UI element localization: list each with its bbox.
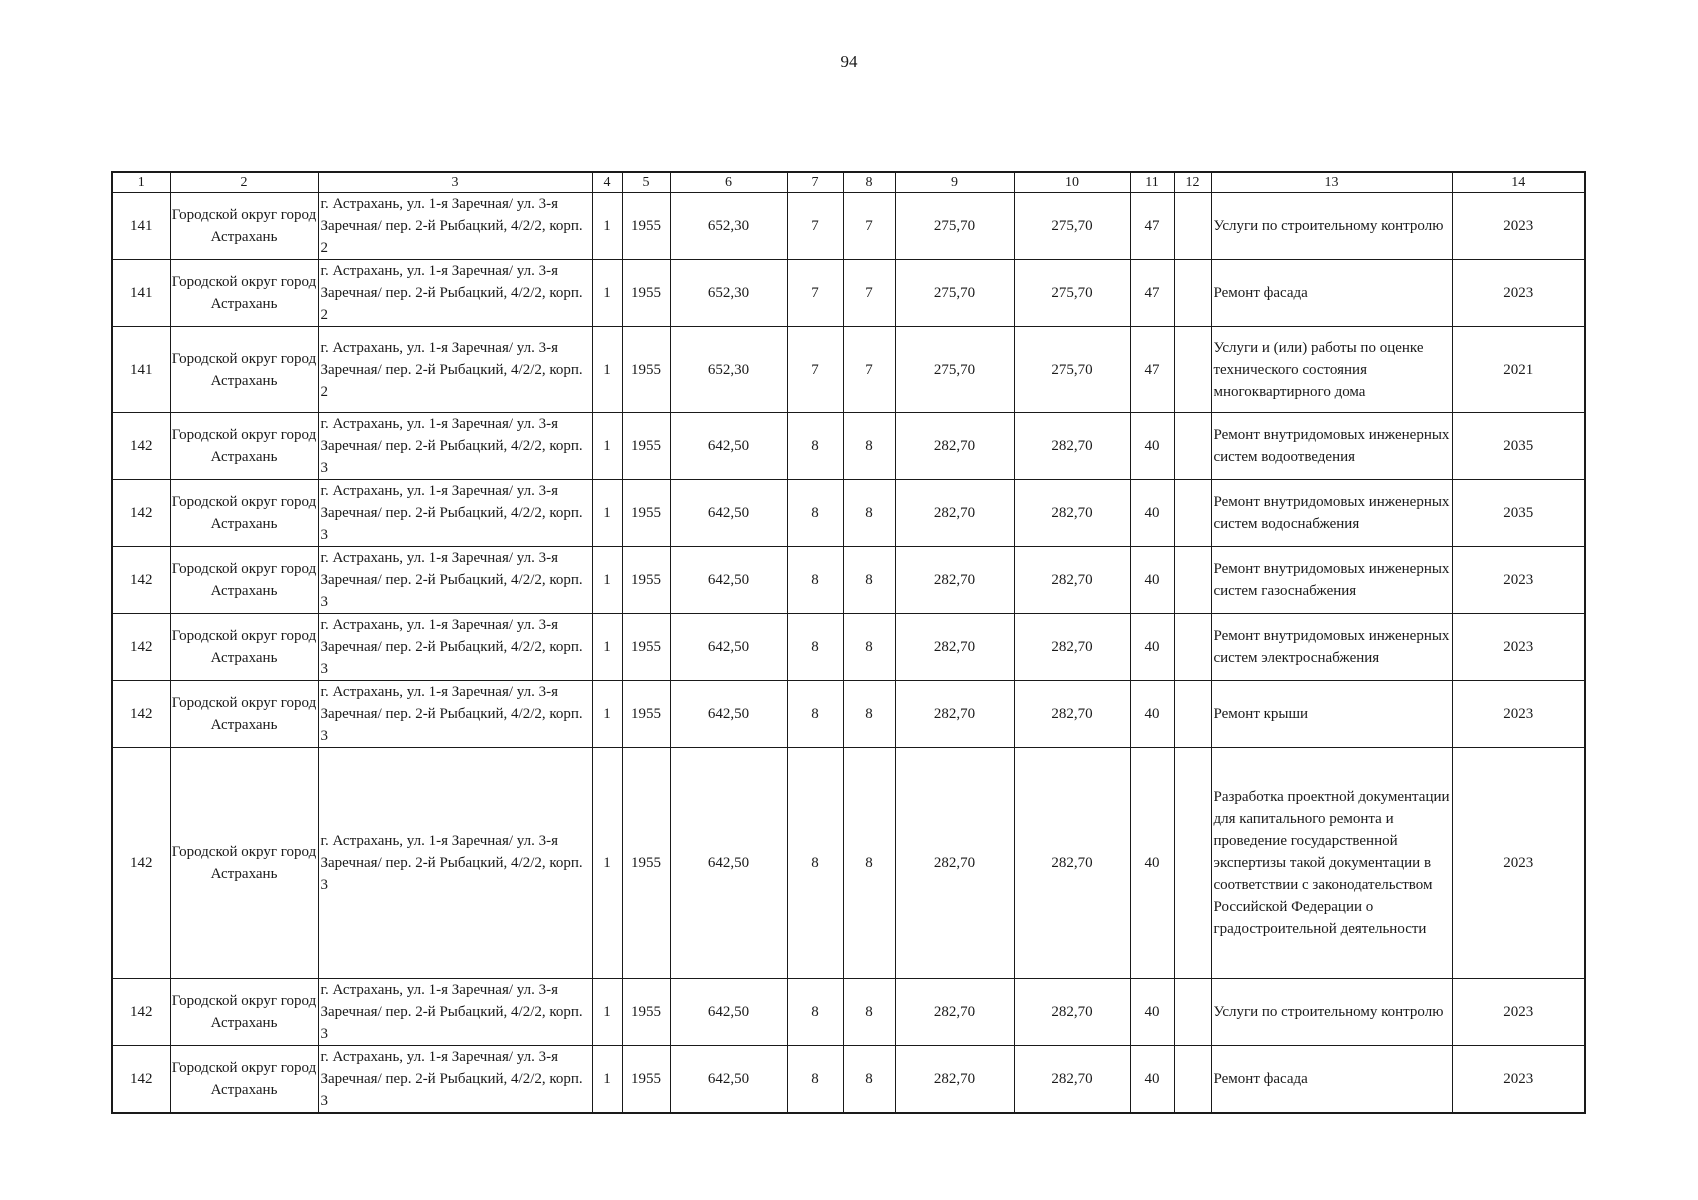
- municipality-cell: Городской округ город Астрахань: [170, 614, 318, 681]
- row-number: 141: [112, 193, 170, 260]
- year-cell: 1955: [622, 327, 670, 413]
- period-cell: 2023: [1452, 614, 1585, 681]
- column-11-cell: 47: [1130, 193, 1174, 260]
- column-7-cell: 8: [787, 480, 843, 547]
- area-cell: 642,50: [670, 614, 787, 681]
- address-cell: г. Астрахань, ул. 1-я Заречная/ ул. 3-я Заречная/ пер. 2-й Рыбацкий, 4/2/2, корп. 3: [318, 480, 592, 547]
- year-cell: 1955: [622, 979, 670, 1046]
- column-9-cell: 275,70: [895, 260, 1014, 327]
- column-4-cell: 1: [592, 327, 622, 413]
- column-12-cell: [1174, 260, 1211, 327]
- address-cell: г. Астрахань, ул. 1-я Заречная/ ул. 3-я Заречная/ пер. 2-й Рыбацкий, 4/2/2, корп. 3: [318, 614, 592, 681]
- municipality-cell: Городской округ город Астрахань: [170, 547, 318, 614]
- column-12-cell: [1174, 979, 1211, 1046]
- table-row: [112, 979, 1585, 1046]
- municipality-cell: Городской округ город Астрахань: [170, 681, 318, 748]
- column-10-cell: 282,70: [1014, 547, 1130, 614]
- work-type-cell: Ремонт крыши: [1211, 681, 1452, 748]
- year-cell: 1955: [622, 748, 670, 979]
- column-9-cell: 282,70: [895, 681, 1014, 748]
- column-7-cell: 7: [787, 260, 843, 327]
- municipality-cell: Городской округ город Астрахань: [170, 480, 318, 547]
- column-9-cell: 282,70: [895, 547, 1014, 614]
- table-body: [112, 193, 1585, 1114]
- column-11-cell: 40: [1130, 681, 1174, 748]
- address-cell: г. Астрахань, ул. 1-я Заречная/ ул. 3-я Заречная/ пер. 2-й Рыбацкий, 4/2/2, корп. 3: [318, 979, 592, 1046]
- column-11-cell: 47: [1130, 260, 1174, 327]
- row-number: 141: [112, 260, 170, 327]
- column-header: 13: [1211, 172, 1452, 193]
- row-number: 142: [112, 1046, 170, 1114]
- column-9-cell: 282,70: [895, 413, 1014, 480]
- row-number: 142: [112, 413, 170, 480]
- column-9-cell: 282,70: [895, 614, 1014, 681]
- work-type-cell: Ремонт фасада: [1211, 260, 1452, 327]
- column-10-cell: 282,70: [1014, 480, 1130, 547]
- column-8-cell: 8: [843, 413, 895, 480]
- address-cell: г. Астрахань, ул. 1-я Заречная/ ул. 3-я Заречная/ пер. 2-й Рыбацкий, 4/2/2, корп. 2: [318, 193, 592, 260]
- column-4-cell: 1: [592, 193, 622, 260]
- column-10-cell: 282,70: [1014, 1046, 1130, 1114]
- column-7-cell: 8: [787, 979, 843, 1046]
- header-row: [112, 172, 1585, 193]
- area-cell: 642,50: [670, 681, 787, 748]
- row-number: 142: [112, 748, 170, 979]
- column-12-cell: [1174, 413, 1211, 480]
- column-10-cell: 275,70: [1014, 260, 1130, 327]
- column-12-cell: [1174, 327, 1211, 413]
- area-cell: 642,50: [670, 748, 787, 979]
- row-number: 142: [112, 681, 170, 748]
- address-cell: г. Астрахань, ул. 1-я Заречная/ ул. 3-я Заречная/ пер. 2-й Рыбацкий, 4/2/2, корп. 3: [318, 748, 592, 979]
- column-10-cell: 275,70: [1014, 193, 1130, 260]
- year-cell: 1955: [622, 480, 670, 547]
- column-8-cell: 7: [843, 327, 895, 413]
- row-number: 142: [112, 480, 170, 547]
- period-cell: 2023: [1452, 979, 1585, 1046]
- column-header: 10: [1014, 172, 1130, 193]
- table-row: [112, 193, 1585, 260]
- address-cell: г. Астрахань, ул. 1-я Заречная/ ул. 3-я Заречная/ пер. 2-й Рыбацкий, 4/2/2, корп. 2: [318, 260, 592, 327]
- table-row: [112, 480, 1585, 547]
- period-cell: 2035: [1452, 413, 1585, 480]
- area-cell: 642,50: [670, 480, 787, 547]
- municipality-cell: Городской округ город Астрахань: [170, 327, 318, 413]
- column-10-cell: 282,70: [1014, 413, 1130, 480]
- row-number: 142: [112, 979, 170, 1046]
- column-8-cell: 8: [843, 480, 895, 547]
- period-cell: 2021: [1452, 327, 1585, 413]
- column-header: 6: [670, 172, 787, 193]
- column-11-cell: 47: [1130, 327, 1174, 413]
- column-10-cell: 282,70: [1014, 614, 1130, 681]
- column-header: 4: [592, 172, 622, 193]
- column-header: 3: [318, 172, 592, 193]
- area-cell: 652,30: [670, 193, 787, 260]
- column-12-cell: [1174, 681, 1211, 748]
- address-cell: г. Астрахань, ул. 1-я Заречная/ ул. 3-я Заречная/ пер. 2-й Рыбацкий, 4/2/2, корп. 3: [318, 547, 592, 614]
- table-row: [112, 748, 1585, 979]
- address-cell: г. Астрахань, ул. 1-я Заречная/ ул. 3-я Заречная/ пер. 2-й Рыбацкий, 4/2/2, корп. 2: [318, 327, 592, 413]
- work-type-cell: Ремонт внутридомовых инженерных систем газоснабжения: [1211, 547, 1452, 614]
- column-7-cell: 7: [787, 327, 843, 413]
- row-number: 142: [112, 614, 170, 681]
- table-row: [112, 1046, 1585, 1114]
- column-11-cell: 40: [1130, 547, 1174, 614]
- year-cell: 1955: [622, 1046, 670, 1114]
- column-9-cell: 275,70: [895, 193, 1014, 260]
- column-header: 11: [1130, 172, 1174, 193]
- column-12-cell: [1174, 748, 1211, 979]
- column-7-cell: 7: [787, 193, 843, 260]
- municipality-cell: Городской округ город Астрахань: [170, 748, 318, 979]
- work-type-cell: Разработка проектной документации для капитального ремонта и проведение государственной экспертизы такой документации в соответствии с законодательством Российской Федерации о градостроительной деятельности: [1211, 748, 1452, 979]
- address-cell: г. Астрахань, ул. 1-я Заречная/ ул. 3-я Заречная/ пер. 2-й Рыбацкий, 4/2/2, корп. 3: [318, 1046, 592, 1114]
- table-row: [112, 260, 1585, 327]
- area-cell: 652,30: [670, 327, 787, 413]
- address-cell: г. Астрахань, ул. 1-я Заречная/ ул. 3-я Заречная/ пер. 2-й Рыбацкий, 4/2/2, корп. 3: [318, 681, 592, 748]
- column-7-cell: 8: [787, 547, 843, 614]
- page-number: 94: [840, 52, 858, 71]
- column-10-cell: 282,70: [1014, 681, 1130, 748]
- column-4-cell: 1: [592, 260, 622, 327]
- year-cell: 1955: [622, 614, 670, 681]
- column-10-cell: 282,70: [1014, 979, 1130, 1046]
- period-cell: 2035: [1452, 480, 1585, 547]
- column-9-cell: 275,70: [895, 327, 1014, 413]
- table-row: [112, 547, 1585, 614]
- column-10-cell: 275,70: [1014, 327, 1130, 413]
- column-4-cell: 1: [592, 681, 622, 748]
- work-type-cell: Услуги и (или) работы по оценке технического состояния многоквартирного дома: [1211, 327, 1452, 413]
- table-row: [112, 413, 1585, 480]
- column-11-cell: 40: [1130, 614, 1174, 681]
- column-header: 2: [170, 172, 318, 193]
- column-9-cell: 282,70: [895, 480, 1014, 547]
- column-11-cell: 40: [1130, 1046, 1174, 1114]
- area-cell: 642,50: [670, 413, 787, 480]
- column-9-cell: 282,70: [895, 979, 1014, 1046]
- municipality-cell: Городской округ город Астрахань: [170, 260, 318, 327]
- column-4-cell: 1: [592, 614, 622, 681]
- column-9-cell: 282,70: [895, 748, 1014, 979]
- column-4-cell: 1: [592, 480, 622, 547]
- year-cell: 1955: [622, 193, 670, 260]
- capital-repair-table: [111, 171, 1586, 1114]
- column-8-cell: 8: [843, 547, 895, 614]
- column-header: 1: [112, 172, 170, 193]
- period-cell: 2023: [1452, 260, 1585, 327]
- municipality-cell: Городской округ город Астрахань: [170, 979, 318, 1046]
- table-row: [112, 681, 1585, 748]
- column-11-cell: 40: [1130, 413, 1174, 480]
- column-4-cell: 1: [592, 1046, 622, 1114]
- area-cell: 642,50: [670, 547, 787, 614]
- column-4-cell: 1: [592, 547, 622, 614]
- column-11-cell: 40: [1130, 480, 1174, 547]
- period-cell: 2023: [1452, 681, 1585, 748]
- column-8-cell: 8: [843, 748, 895, 979]
- year-cell: 1955: [622, 547, 670, 614]
- row-number: 142: [112, 547, 170, 614]
- column-4-cell: 1: [592, 979, 622, 1046]
- period-cell: 2023: [1452, 748, 1585, 979]
- column-7-cell: 8: [787, 614, 843, 681]
- area-cell: 642,50: [670, 1046, 787, 1114]
- year-cell: 1955: [622, 681, 670, 748]
- year-cell: 1955: [622, 413, 670, 480]
- year-cell: 1955: [622, 260, 670, 327]
- column-header: 5: [622, 172, 670, 193]
- column-4-cell: 1: [592, 413, 622, 480]
- work-type-cell: Услуги по строительному контролю: [1211, 979, 1452, 1046]
- column-header: 14: [1452, 172, 1585, 193]
- column-7-cell: 8: [787, 413, 843, 480]
- column-header: 9: [895, 172, 1014, 193]
- work-type-cell: Ремонт внутридомовых инженерных систем водоотведения: [1211, 413, 1452, 480]
- column-8-cell: 7: [843, 260, 895, 327]
- column-header: 8: [843, 172, 895, 193]
- address-cell: г. Астрахань, ул. 1-я Заречная/ ул. 3-я Заречная/ пер. 2-й Рыбацкий, 4/2/2, корп. 3: [318, 413, 592, 480]
- column-8-cell: 7: [843, 193, 895, 260]
- column-7-cell: 8: [787, 681, 843, 748]
- column-11-cell: 40: [1130, 979, 1174, 1046]
- column-7-cell: 8: [787, 748, 843, 979]
- municipality-cell: Городской округ город Астрахань: [170, 193, 318, 260]
- column-8-cell: 8: [843, 681, 895, 748]
- column-12-cell: [1174, 193, 1211, 260]
- column-10-cell: 282,70: [1014, 748, 1130, 979]
- column-12-cell: [1174, 480, 1211, 547]
- municipality-cell: Городской округ город Астрахань: [170, 1046, 318, 1114]
- area-cell: 652,30: [670, 260, 787, 327]
- row-number: 141: [112, 327, 170, 413]
- column-11-cell: 40: [1130, 748, 1174, 979]
- column-7-cell: 8: [787, 1046, 843, 1114]
- column-12-cell: [1174, 547, 1211, 614]
- column-9-cell: 282,70: [895, 1046, 1014, 1114]
- column-8-cell: 8: [843, 614, 895, 681]
- work-type-cell: Ремонт фасада: [1211, 1046, 1452, 1114]
- period-cell: 2023: [1452, 193, 1585, 260]
- column-12-cell: [1174, 1046, 1211, 1114]
- table-row: [112, 327, 1585, 413]
- period-cell: 2023: [1452, 547, 1585, 614]
- work-type-cell: Услуги по строительному контролю: [1211, 193, 1452, 260]
- municipality-cell: Городской округ город Астрахань: [170, 413, 318, 480]
- column-8-cell: 8: [843, 1046, 895, 1114]
- column-4-cell: 1: [592, 748, 622, 979]
- column-8-cell: 8: [843, 979, 895, 1046]
- table-row: [112, 614, 1585, 681]
- area-cell: 642,50: [670, 979, 787, 1046]
- period-cell: 2023: [1452, 1046, 1585, 1114]
- column-header: 12: [1174, 172, 1211, 193]
- work-type-cell: Ремонт внутридомовых инженерных систем водоснабжения: [1211, 480, 1452, 547]
- column-header: 7: [787, 172, 843, 193]
- work-type-cell: Ремонт внутридомовых инженерных систем электроснабжения: [1211, 614, 1452, 681]
- column-12-cell: [1174, 614, 1211, 681]
